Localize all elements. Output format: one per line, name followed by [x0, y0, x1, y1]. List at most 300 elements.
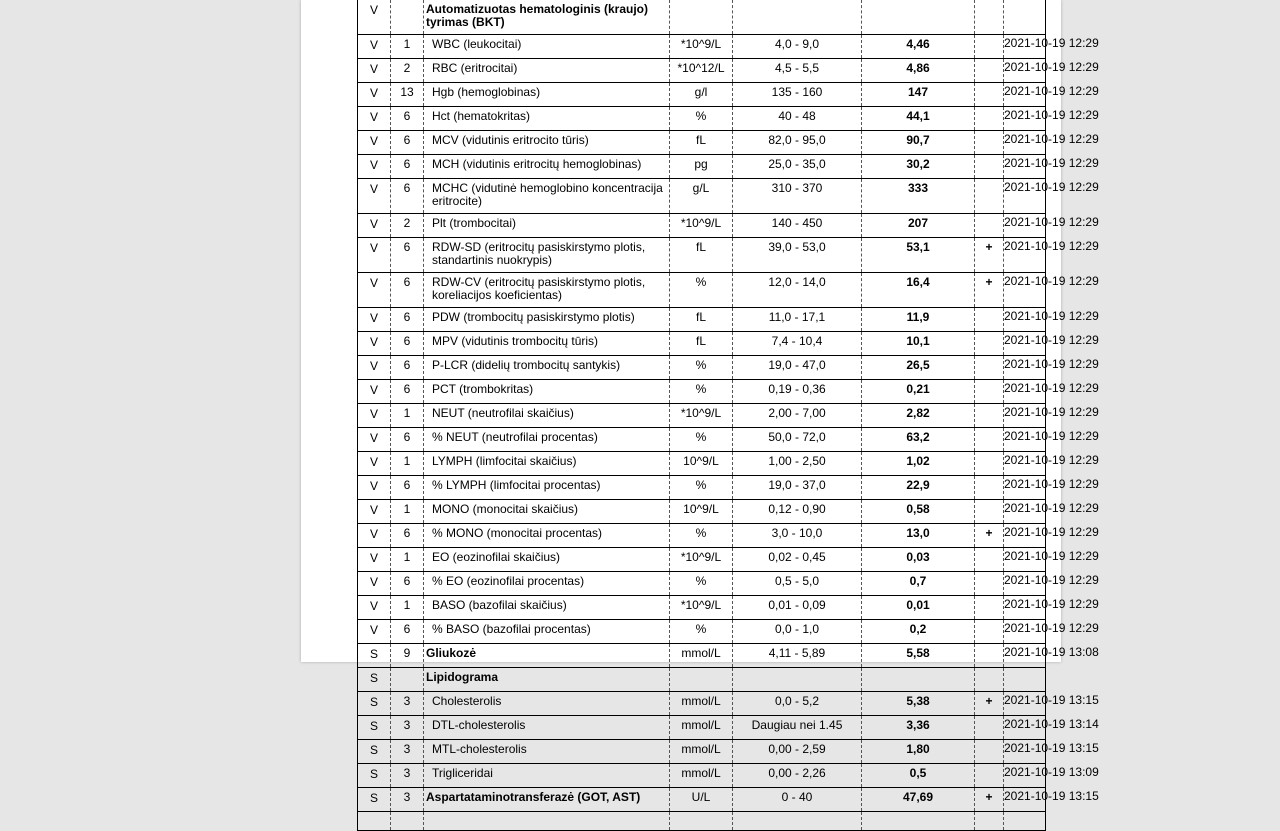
unit-cell: *10^12/L: [670, 59, 733, 83]
test-name-cell: DTL-cholesterolis: [424, 716, 670, 740]
date-time-cell: 2021-10-19 12:29: [1004, 452, 1046, 476]
test-name-cell: Hct (hematokritas): [424, 107, 670, 131]
table-row: [358, 131, 1046, 155]
table-row: [358, 524, 1046, 548]
method-number-cell: 6: [391, 179, 424, 214]
status-flag-cell: V: [358, 332, 391, 356]
date-time-cell: 2021-10-19 12:29: [1004, 238, 1046, 273]
status-flag-cell: S: [358, 764, 391, 788]
unit-cell: mmol/L: [670, 692, 733, 716]
unit-cell: mmol/L: [670, 716, 733, 740]
reference-range-cell: 82,0 - 95,0: [733, 131, 862, 155]
method-number-cell: 6: [391, 428, 424, 452]
result-value-cell: 30,2: [862, 155, 975, 179]
result-value-cell: 147: [862, 83, 975, 107]
test-name-cell: % EO (eozinofilai procentas): [424, 572, 670, 596]
unit-cell: %: [670, 524, 733, 548]
result-value-cell: 5,58: [862, 644, 975, 668]
reference-range-cell: 3,0 - 10,0: [733, 524, 862, 548]
unit-cell: *10^9/L: [670, 548, 733, 572]
result-value-cell: 44,1: [862, 107, 975, 131]
date-time-cell: 2021-10-19 13:09: [1004, 764, 1046, 788]
reference-range-cell: 0,0 - 1,0: [733, 620, 862, 644]
method-number-cell: 1: [391, 596, 424, 620]
date-time-cell: 2021-10-19 12:29: [1004, 273, 1046, 308]
test-name-cell: Trigliceridai: [424, 764, 670, 788]
method-number-cell: 1: [391, 404, 424, 428]
reference-range-cell: 19,0 - 37,0: [733, 476, 862, 500]
method-number-cell: 6: [391, 107, 424, 131]
abnormal-mark-cell: [975, 179, 1004, 214]
status-flag-cell: V: [358, 107, 391, 131]
reference-range-cell: 12,0 - 14,0: [733, 273, 862, 308]
table-row: [358, 356, 1046, 380]
unit-cell: *10^9/L: [670, 35, 733, 59]
date-time-cell: 2021-10-19 12:29: [1004, 404, 1046, 428]
status-flag-cell: V: [358, 155, 391, 179]
reference-range-cell: 50,0 - 72,0: [733, 428, 862, 452]
abnormal-mark-cell: +: [975, 238, 1004, 273]
test-name-cell: % MONO (monocitai procentas): [424, 524, 670, 548]
abnormal-mark-cell: [975, 572, 1004, 596]
test-name-cell: % LYMPH (limfocitai procentas): [424, 476, 670, 500]
test-name-cell: Gliukozė: [424, 644, 670, 668]
abnormal-mark-cell: [975, 668, 1004, 692]
date-time-cell: 2021-10-19 12:29: [1004, 500, 1046, 524]
test-name-cell: P-LCR (didelių trombocitų santykis): [424, 356, 670, 380]
test-name-cell: Lipidograma: [424, 668, 670, 692]
unit-cell: mmol/L: [670, 740, 733, 764]
table-row: [358, 35, 1046, 59]
date-time-cell: [1004, 0, 1046, 35]
date-time-cell: 2021-10-19 12:29: [1004, 572, 1046, 596]
table-row: [358, 380, 1046, 404]
status-flag-cell: V: [358, 238, 391, 273]
reference-range-cell: 0,01 - 0,09: [733, 596, 862, 620]
result-value-cell: [862, 812, 975, 831]
date-time-cell: 2021-10-19 12:29: [1004, 83, 1046, 107]
abnormal-mark-cell: [975, 404, 1004, 428]
abnormal-mark-cell: [975, 764, 1004, 788]
table-row: [358, 476, 1046, 500]
status-flag-cell: V: [358, 452, 391, 476]
method-number-cell: 3: [391, 764, 424, 788]
result-value-cell: 10,1: [862, 332, 975, 356]
unit-cell: g/l: [670, 83, 733, 107]
result-value-cell: 26,5: [862, 356, 975, 380]
test-name-cell: NEUT (neutrofilai skaičius): [424, 404, 670, 428]
unit-cell: fL: [670, 308, 733, 332]
date-time-cell: 2021-10-19 13:15: [1004, 692, 1046, 716]
method-number-cell: [391, 812, 424, 831]
unit-cell: fL: [670, 332, 733, 356]
unit-cell: *10^9/L: [670, 596, 733, 620]
status-flag-cell: V: [358, 548, 391, 572]
result-value-cell: 0,7: [862, 572, 975, 596]
test-name-cell: LYMPH (limfocitai skaičius): [424, 452, 670, 476]
table-row: [358, 404, 1046, 428]
table-row: [358, 668, 1046, 692]
reference-range-cell: 25,0 - 35,0: [733, 155, 862, 179]
reference-range-cell: 310 - 370: [733, 179, 862, 214]
abnormal-mark-cell: [975, 428, 1004, 452]
status-flag-cell: S: [358, 716, 391, 740]
table-row: [358, 716, 1046, 740]
abnormal-mark-cell: [975, 812, 1004, 831]
method-number-cell: 9: [391, 644, 424, 668]
result-value-cell: 63,2: [862, 428, 975, 452]
status-flag-cell: V: [358, 476, 391, 500]
reference-range-cell: 140 - 450: [733, 214, 862, 238]
result-value-cell: 0,21: [862, 380, 975, 404]
status-flag-cell: S: [358, 740, 391, 764]
unit-cell: [670, 0, 733, 35]
result-value-cell: 11,9: [862, 308, 975, 332]
method-number-cell: 13: [391, 83, 424, 107]
date-time-cell: 2021-10-19 12:29: [1004, 356, 1046, 380]
status-flag-cell: V: [358, 131, 391, 155]
method-number-cell: 6: [391, 380, 424, 404]
abnormal-mark-cell: [975, 500, 1004, 524]
status-flag-cell: V: [358, 380, 391, 404]
method-number-cell: 3: [391, 788, 424, 812]
table-row: [358, 548, 1046, 572]
abnormal-mark-cell: [975, 644, 1004, 668]
date-time-cell: 2021-10-19 12:29: [1004, 620, 1046, 644]
table-row: [358, 452, 1046, 476]
method-number-cell: 6: [391, 332, 424, 356]
status-flag-cell: V: [358, 620, 391, 644]
status-flag-cell: V: [358, 356, 391, 380]
unit-cell: %: [670, 572, 733, 596]
date-time-cell: 2021-10-19 13:15: [1004, 740, 1046, 764]
unit-cell: [670, 668, 733, 692]
status-flag-cell: S: [358, 668, 391, 692]
result-value-cell: [862, 0, 975, 35]
method-number-cell: [391, 0, 424, 35]
test-name-cell: MTL-cholesterolis: [424, 740, 670, 764]
method-number-cell: 1: [391, 500, 424, 524]
table-row: [358, 572, 1046, 596]
status-flag-cell: V: [358, 428, 391, 452]
method-number-cell: 6: [391, 273, 424, 308]
table-row: [358, 83, 1046, 107]
table-row: [358, 740, 1046, 764]
test-name-cell: Plt (trombocitai): [424, 214, 670, 238]
unit-cell: %: [670, 428, 733, 452]
reference-range-cell: Daugiau nei 1.45: [733, 716, 862, 740]
date-time-cell: 2021-10-19 12:29: [1004, 332, 1046, 356]
table-row: [358, 596, 1046, 620]
date-time-cell: 2021-10-19 13:14: [1004, 716, 1046, 740]
method-number-cell: 1: [391, 548, 424, 572]
status-flag-cell: S: [358, 692, 391, 716]
status-flag-cell: V: [358, 404, 391, 428]
unit-cell: mmol/L: [670, 764, 733, 788]
date-time-cell: 2021-10-19 12:29: [1004, 179, 1046, 214]
reference-range-cell: 0,00 - 2,59: [733, 740, 862, 764]
reference-range-cell: 11,0 - 17,1: [733, 308, 862, 332]
method-number-cell: 3: [391, 692, 424, 716]
table-row: [358, 214, 1046, 238]
abnormal-mark-cell: [975, 155, 1004, 179]
result-value-cell: 53,1: [862, 238, 975, 273]
table-row: [358, 620, 1046, 644]
date-time-cell: 2021-10-19 12:29: [1004, 548, 1046, 572]
status-flag-cell: S: [358, 644, 391, 668]
abnormal-mark-cell: +: [975, 524, 1004, 548]
test-name-cell: RBC (eritrocitai): [424, 59, 670, 83]
result-value-cell: 0,01: [862, 596, 975, 620]
table-row: [358, 644, 1046, 668]
date-time-cell: 2021-10-19 12:29: [1004, 155, 1046, 179]
method-number-cell: 6: [391, 476, 424, 500]
date-time-cell: 2021-10-19 12:29: [1004, 380, 1046, 404]
reference-range-cell: 1,00 - 2,50: [733, 452, 862, 476]
status-flag-cell: V: [358, 59, 391, 83]
test-name-cell: [424, 812, 670, 831]
date-time-cell: 2021-10-19 13:08: [1004, 644, 1046, 668]
abnormal-mark-cell: [975, 476, 1004, 500]
abnormal-mark-cell: +: [975, 273, 1004, 308]
unit-cell: 10^9/L: [670, 500, 733, 524]
result-value-cell: 13,0: [862, 524, 975, 548]
method-number-cell: 6: [391, 238, 424, 273]
status-flag-cell: V: [358, 35, 391, 59]
test-name-cell: WBC (leukocitai): [424, 35, 670, 59]
abnormal-mark-cell: [975, 596, 1004, 620]
result-value-cell: 90,7: [862, 131, 975, 155]
abnormal-mark-cell: [975, 452, 1004, 476]
method-number-cell: 1: [391, 452, 424, 476]
unit-cell: %: [670, 380, 733, 404]
unit-cell: mmol/L: [670, 644, 733, 668]
result-value-cell: 1,80: [862, 740, 975, 764]
table-row: [358, 273, 1046, 308]
abnormal-mark-cell: [975, 214, 1004, 238]
test-name-cell: % NEUT (neutrofilai procentas): [424, 428, 670, 452]
abnormal-mark-cell: [975, 716, 1004, 740]
reference-range-cell: 135 - 160: [733, 83, 862, 107]
reference-range-cell: 40 - 48: [733, 107, 862, 131]
table-row: [358, 179, 1046, 214]
reference-range-cell: 4,11 - 5,89: [733, 644, 862, 668]
unit-cell: U/L: [670, 788, 733, 812]
unit-cell: 10^9/L: [670, 452, 733, 476]
result-value-cell: 0,03: [862, 548, 975, 572]
test-name-cell: MCHC (vidutinė hemoglobino koncentracija eritrocite): [424, 179, 670, 214]
status-flag-cell: V: [358, 524, 391, 548]
status-flag-cell: V: [358, 0, 391, 35]
abnormal-mark-cell: [975, 59, 1004, 83]
result-value-cell: 1,02: [862, 452, 975, 476]
result-value-cell: 5,38: [862, 692, 975, 716]
result-value-cell: 0,5: [862, 764, 975, 788]
unit-cell: %: [670, 107, 733, 131]
date-time-cell: 2021-10-19 12:29: [1004, 131, 1046, 155]
method-number-cell: 2: [391, 214, 424, 238]
reference-range-cell: 19,0 - 47,0: [733, 356, 862, 380]
reference-range-cell: 0,5 - 5,0: [733, 572, 862, 596]
table-row: [358, 238, 1046, 273]
unit-cell: [670, 812, 733, 831]
unit-cell: %: [670, 620, 733, 644]
reference-range-cell: 0,02 - 0,45: [733, 548, 862, 572]
date-time-cell: 2021-10-19 13:15: [1004, 788, 1046, 812]
method-number-cell: 6: [391, 308, 424, 332]
result-value-cell: [862, 668, 975, 692]
method-number-cell: 6: [391, 572, 424, 596]
date-time-cell: 2021-10-19 12:29: [1004, 59, 1046, 83]
test-name-cell: BASO (bazofilai skaičius): [424, 596, 670, 620]
abnormal-mark-cell: +: [975, 788, 1004, 812]
test-name-cell: MCV (vidutinis eritrocito tūris): [424, 131, 670, 155]
result-value-cell: 333: [862, 179, 975, 214]
method-number-cell: 6: [391, 620, 424, 644]
test-name-cell: Automatizuotas hematologinis (kraujo) tyrimas (BKT): [424, 0, 670, 35]
abnormal-mark-cell: [975, 740, 1004, 764]
reference-range-cell: [733, 0, 862, 35]
reference-range-cell: 4,5 - 5,5: [733, 59, 862, 83]
table-row: [358, 692, 1046, 716]
status-flag-cell: V: [358, 179, 391, 214]
method-number-cell: 6: [391, 356, 424, 380]
method-number-cell: 6: [391, 131, 424, 155]
abnormal-mark-cell: [975, 35, 1004, 59]
abnormal-mark-cell: [975, 0, 1004, 35]
test-name-cell: % BASO (bazofilai procentas): [424, 620, 670, 644]
abnormal-mark-cell: [975, 107, 1004, 131]
status-flag-cell: V: [358, 308, 391, 332]
reference-range-cell: 0 - 40: [733, 788, 862, 812]
reference-range-cell: 0,0 - 5,2: [733, 692, 862, 716]
result-value-cell: 16,4: [862, 273, 975, 308]
method-number-cell: [391, 668, 424, 692]
abnormal-mark-cell: [975, 308, 1004, 332]
unit-cell: *10^9/L: [670, 404, 733, 428]
table-row: [358, 0, 1046, 35]
method-number-cell: 3: [391, 740, 424, 764]
test-name-cell: RDW-CV (eritrocitų pasiskirstymo plotis, koreliacijos koeficientas): [424, 273, 670, 308]
test-name-cell: MONO (monocitai skaičius): [424, 500, 670, 524]
status-flag-cell: S: [358, 788, 391, 812]
reference-range-cell: 2,00 - 7,00: [733, 404, 862, 428]
test-name-cell: Hgb (hemoglobinas): [424, 83, 670, 107]
status-flag-cell: V: [358, 596, 391, 620]
table-row: [358, 764, 1046, 788]
result-value-cell: 0,2: [862, 620, 975, 644]
abnormal-mark-cell: [975, 548, 1004, 572]
result-value-cell: 47,69: [862, 788, 975, 812]
table-row: [358, 107, 1046, 131]
status-flag-cell: V: [358, 500, 391, 524]
reference-range-cell: 4,0 - 9,0: [733, 35, 862, 59]
test-name-cell: MPV (vidutinis trombocitų tūris): [424, 332, 670, 356]
method-number-cell: 6: [391, 524, 424, 548]
table-row: [358, 812, 1046, 831]
table-row: [358, 308, 1046, 332]
table-row: [358, 428, 1046, 452]
reference-range-cell: 0,00 - 2,26: [733, 764, 862, 788]
status-flag-cell: V: [358, 273, 391, 308]
abnormal-mark-cell: [975, 83, 1004, 107]
abnormal-mark-cell: [975, 332, 1004, 356]
status-flag-cell: V: [358, 572, 391, 596]
unit-cell: %: [670, 476, 733, 500]
result-value-cell: 207: [862, 214, 975, 238]
result-value-cell: 0,58: [862, 500, 975, 524]
abnormal-mark-cell: [975, 131, 1004, 155]
test-name-cell: EO (eozinofilai skaičius): [424, 548, 670, 572]
method-number-cell: 3: [391, 716, 424, 740]
reference-range-cell: 7,4 - 10,4: [733, 332, 862, 356]
method-number-cell: 2: [391, 59, 424, 83]
abnormal-mark-cell: [975, 356, 1004, 380]
date-time-cell: [1004, 812, 1046, 831]
reference-range-cell: [733, 812, 862, 831]
date-time-cell: 2021-10-19 12:29: [1004, 596, 1046, 620]
unit-cell: fL: [670, 238, 733, 273]
result-value-cell: 3,36: [862, 716, 975, 740]
status-flag-cell: [358, 812, 391, 831]
unit-cell: %: [670, 356, 733, 380]
result-value-cell: 4,86: [862, 59, 975, 83]
reference-range-cell: 0,12 - 0,90: [733, 500, 862, 524]
date-time-cell: 2021-10-19 12:29: [1004, 35, 1046, 59]
status-flag-cell: V: [358, 214, 391, 238]
table-row: [358, 59, 1046, 83]
unit-cell: fL: [670, 131, 733, 155]
reference-range-cell: 39,0 - 53,0: [733, 238, 862, 273]
unit-cell: pg: [670, 155, 733, 179]
abnormal-mark-cell: [975, 620, 1004, 644]
reference-range-cell: [733, 668, 862, 692]
date-time-cell: 2021-10-19 12:29: [1004, 107, 1046, 131]
unit-cell: %: [670, 273, 733, 308]
unit-cell: *10^9/L: [670, 214, 733, 238]
table-row: [358, 332, 1046, 356]
date-time-cell: 2021-10-19 12:29: [1004, 476, 1046, 500]
date-time-cell: 2021-10-19 12:29: [1004, 428, 1046, 452]
date-time-cell: 2021-10-19 12:29: [1004, 214, 1046, 238]
date-time-cell: 2021-10-19 12:29: [1004, 524, 1046, 548]
method-number-cell: 6: [391, 155, 424, 179]
report-page: [301, 0, 1099, 805]
date-time-cell: 2021-10-19 12:29: [1004, 308, 1046, 332]
result-value-cell: 2,82: [862, 404, 975, 428]
test-name-cell: PDW (trombocitų pasiskirstymo plotis): [424, 308, 670, 332]
unit-cell: g/L: [670, 179, 733, 214]
table-row: [358, 500, 1046, 524]
test-name-cell: Aspartataminotransferazė (GOT, AST): [424, 788, 670, 812]
abnormal-mark-cell: [975, 380, 1004, 404]
result-value-cell: 4,46: [862, 35, 975, 59]
test-name-cell: RDW-SD (eritrocitų pasiskirstymo plotis, standartinis nuokrypis): [424, 238, 670, 273]
lab-results-table: [357, 0, 1099, 831]
date-time-cell: [1004, 668, 1046, 692]
status-flag-cell: V: [358, 83, 391, 107]
abnormal-mark-cell: +: [975, 692, 1004, 716]
method-number-cell: 1: [391, 35, 424, 59]
lab-results-body: [358, 0, 1099, 831]
result-value-cell: 22,9: [862, 476, 975, 500]
table-row: [358, 788, 1046, 812]
reference-range-cell: 0,19 - 0,36: [733, 380, 862, 404]
test-name-cell: MCH (vidutinis eritrocitų hemoglobinas): [424, 155, 670, 179]
test-name-cell: Cholesterolis: [424, 692, 670, 716]
test-name-cell: PCT (trombokritas): [424, 380, 670, 404]
table-row: [358, 155, 1046, 179]
